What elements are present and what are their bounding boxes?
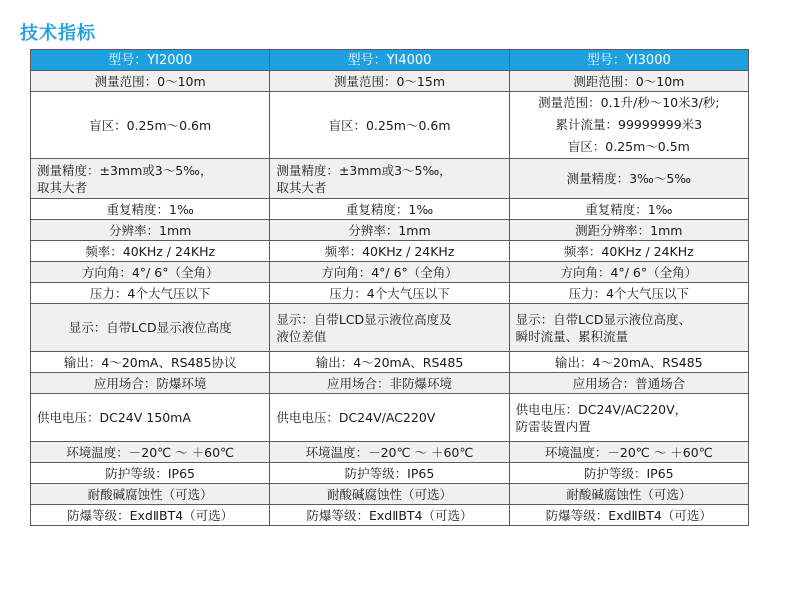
cell-text: 重复精度：1‰ — [345, 201, 434, 217]
table-cell — [31, 442, 270, 463]
cell-text: 耐酸碱腐蚀性（可选） — [566, 486, 692, 502]
table-cell — [31, 505, 270, 526]
cell-text: 供电电压：DC24V/AC220V — [276, 410, 436, 425]
spec-table — [30, 49, 749, 526]
table-cell — [31, 220, 270, 241]
cell-text: 显示：自带LCD显示液位高度、 — [515, 311, 691, 327]
table-cell — [31, 373, 270, 394]
cell-text: 频率：40KHz / 24KHz — [85, 243, 216, 259]
cell-text: 防护等级：IP65 — [344, 465, 435, 481]
table-cell — [509, 442, 748, 463]
table-cell — [270, 283, 509, 304]
table-row — [31, 220, 749, 241]
table-cell — [31, 71, 270, 92]
table-cell — [31, 352, 270, 373]
table-cell — [270, 159, 509, 199]
table-cell — [509, 394, 748, 442]
table-row — [31, 505, 749, 526]
cell-text: 防护等级：IP65 — [105, 465, 195, 481]
table-cell — [270, 484, 509, 505]
table-cell — [270, 373, 509, 394]
table-cell — [270, 199, 509, 220]
cell-text: 测量精度：3‰～5‰ — [566, 171, 692, 186]
table-cell — [509, 484, 748, 505]
cell-text: 防爆等级：ExdⅡBT4（可选） — [545, 507, 712, 523]
table-row — [31, 304, 749, 352]
cell-text: 应用场合：非防爆环境 — [326, 375, 452, 391]
table-cell — [31, 394, 270, 442]
cell-text: 环境温度：－20℃ ～ ＋60℃ — [305, 444, 474, 460]
table-row — [31, 283, 749, 304]
table-cell — [270, 92, 509, 159]
cell-text: 输出：4～20mA、RS485协议 — [63, 354, 237, 370]
cell-text: 环境温度：－20℃ ～ ＋60℃ — [66, 444, 235, 460]
table-row — [31, 199, 749, 220]
table-cell — [270, 463, 509, 484]
table-cell — [270, 241, 509, 262]
table-cell — [31, 199, 270, 220]
table-cell — [509, 304, 748, 352]
table-cell — [31, 283, 270, 304]
table-row — [31, 373, 749, 394]
table-cell — [270, 505, 509, 526]
table-cell — [509, 373, 748, 394]
cell-text: 压力：4个大气压以下 — [329, 285, 450, 301]
cell-text: 显示：自带LCD显示液位高度 — [68, 320, 232, 335]
cell-text: 分辨率：1mm — [348, 222, 431, 238]
cell-text: 防护等级：IP65 — [584, 465, 674, 481]
cell-text: 测距范围：0～10m — [573, 73, 685, 89]
table-cell — [509, 262, 748, 283]
table-cell — [31, 262, 270, 283]
table-row — [31, 352, 749, 373]
table-cell — [509, 92, 748, 159]
cell-text: 盲区：0.25m～0.6m — [89, 117, 212, 133]
table-cell — [270, 304, 509, 352]
cell-text: 测量精度：±3mm或3～5‰， — [276, 162, 452, 178]
cell-text: 防雷装置内置 — [515, 418, 591, 434]
table-row — [31, 262, 749, 283]
table-cell — [270, 262, 509, 283]
cell-text: 环境温度：－20℃ ～ ＋60℃ — [544, 444, 713, 460]
cell-text: 重复精度：1‰ — [585, 201, 673, 217]
cell-text: 显示：自带LCD显示液位高度及 — [276, 311, 452, 327]
cell-text: 输出：4～20mA、RS485 — [555, 354, 703, 370]
cell-text: 防爆等级：ExdⅡBT4（可选） — [306, 507, 473, 523]
cell-text: 取其大者 — [37, 179, 88, 195]
cell-text: 瞬时流量、累积流量 — [515, 328, 629, 344]
cell-text: 耐酸碱腐蚀性（可选） — [87, 486, 213, 502]
table-cell — [31, 304, 270, 352]
cell-text: 压力：4个大气压以下 — [568, 285, 690, 301]
table-cell — [509, 220, 748, 241]
table-cell — [270, 71, 509, 92]
table-cell — [509, 71, 748, 92]
table-cell — [509, 505, 748, 526]
table-cell — [270, 220, 509, 241]
table-row — [31, 463, 749, 484]
cell-text: 应用场合：防爆环境 — [93, 375, 207, 391]
table-cell — [31, 159, 270, 199]
table-cell — [31, 92, 270, 159]
cell-text: 测量范围：0～10m — [94, 73, 206, 89]
cell-text: 压力：4个大气压以下 — [89, 285, 211, 301]
table-row — [31, 394, 749, 442]
cell-text: 测量范围：0.1升/秒～10米3/秒; — [538, 95, 720, 110]
table-cell — [509, 199, 748, 220]
table-cell — [31, 484, 270, 505]
cell-text: 应用场合：普通场合 — [572, 375, 686, 391]
cell-text: 输出：4～20mA、RS485 — [315, 354, 464, 370]
table-row — [31, 71, 749, 92]
table-cell — [509, 283, 748, 304]
cell-text: 盲区：0.25m～0.5m — [567, 139, 690, 154]
cell-text: 液位差值 — [276, 328, 327, 344]
cell-text: 方向角：4°/ 6°（全角） — [81, 264, 219, 280]
table-cell — [270, 442, 509, 463]
cell-text: 盲区：0.25m～0.6m — [328, 117, 451, 133]
spec-table-body — [31, 71, 749, 526]
cell-text: 累计流量：99999999米3 — [555, 117, 703, 132]
table-cell — [270, 352, 509, 373]
cell-text: 频率：40KHz / 24KHz — [563, 243, 694, 259]
table-cell — [509, 352, 748, 373]
table-row — [31, 92, 749, 159]
cell-text: 方向角：4°/ 6°（全角） — [321, 264, 458, 280]
cell-text: 分辨率：1mm — [109, 222, 192, 238]
cell-text: 测距分辨率：1mm — [575, 222, 683, 238]
table-row — [31, 159, 749, 199]
column-header-yi4000: 型号：YI4000 — [270, 50, 509, 71]
table-row — [31, 241, 749, 262]
cell-text: 频率：40KHz / 24KHz — [324, 243, 455, 259]
cell-text: 测量范围：0～15m — [333, 73, 446, 89]
cell-text: 取其大者 — [276, 179, 327, 195]
table-cell — [509, 159, 748, 199]
table-row — [31, 484, 749, 505]
cell-text: 方向角：4°/ 6°（全角） — [560, 264, 698, 280]
cell-text: 测量精度：±3mm或3～5‰， — [37, 162, 213, 178]
table-cell — [509, 241, 748, 262]
section-title: 技术指标 — [20, 23, 96, 44]
table-cell — [509, 463, 748, 484]
table-cell — [31, 463, 270, 484]
column-header-yi3000: 型号：YI3000 — [509, 50, 748, 71]
table-header-row — [31, 50, 749, 71]
cell-text: 供电电压：DC24V/AC220V， — [515, 401, 688, 417]
table-cell — [270, 394, 509, 442]
column-header-yi2000: 型号：YI2000 — [31, 50, 270, 71]
table-row — [31, 442, 749, 463]
cell-text: 防爆等级：ExdⅡBT4（可选） — [67, 507, 234, 523]
cell-text: 重复精度：1‰ — [106, 201, 194, 217]
cell-text: 耐酸碱腐蚀性（可选） — [326, 486, 452, 502]
table-cell — [31, 241, 270, 262]
cell-text: 供电电压：DC24V 150mA — [37, 410, 191, 425]
